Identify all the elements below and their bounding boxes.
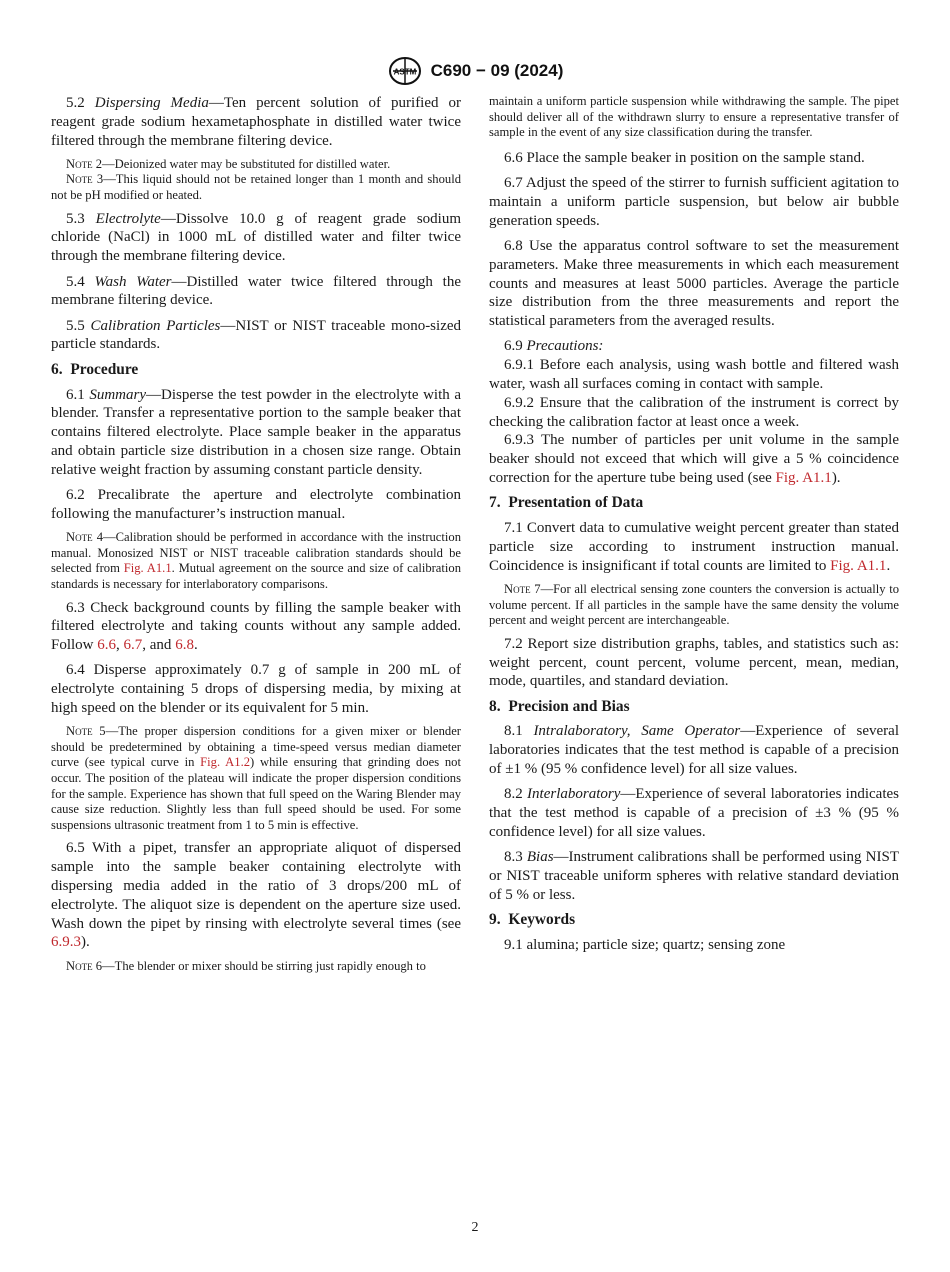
section-5-5: 5.5 Calibration Particles—NIST or NIST traceable mono-sized particle standards.	[51, 317, 462, 353]
fig-a1-1-link[interactable]: Fig. A1.1	[830, 557, 887, 574]
ref-6-8-link[interactable]: 6.8	[175, 637, 194, 654]
section-6-8: 6.8 Use the apparatus control software to set the measurement parameters. Make three measurements in which each measurement counts and measures at least 5000 particles. Average the particle size distribution from the three measurements and report the statistical parameters from the averaged results.	[489, 237, 899, 330]
section-6-9-3: 6.9.3 The number of particles per unit volume in the sample beaker should not exceed that which will give a 5 % coincidence correction for the aperture tube being used (see Fig. A1.1).	[489, 432, 899, 487]
section-6-2: 6.2 Precalibrate the aperture and electrolyte combination following the manufacturer’s instruction manual.	[51, 487, 461, 522]
section-9-1: 9.1 alumina; particle size; quartz; sensing zone	[504, 936, 786, 953]
section-6-4: 6.4 Disperse approximately 0.7 g of sample in 200 mL of electrolyte containing 5 drops of dispersing media, by mixing at high speed on the blender or its equivalent for 5 min.	[51, 662, 462, 716]
heading-6: 6. Procedure	[51, 360, 139, 378]
section-6-9-2: 6.9.2 Ensure that the calibration of the instrument is correct by checking the calibration factor at least once a week.	[489, 394, 900, 430]
heading-7: 7. Presentation of Data	[489, 494, 644, 512]
section-8-1: 8.1 Intralaboratory, Same Operator—Experience of several laboratories indicates that the test method is capable of a precision of ±1 % (95 % confidence level) for all size values.	[489, 723, 899, 778]
section-6-9: 6.9 Precautions:	[504, 338, 604, 355]
note-6: Note 6—The blender or mixer should be stirring just rapidly enough to	[66, 958, 426, 973]
fig-a1-1-link[interactable]: Fig. A1.1	[775, 470, 832, 487]
section-7-2: 7.2 Report size distribution graphs, tables, and statistics such as: weight percent, count percent, volume percent, mean, median, mode, quartiles, and standard deviation.	[489, 635, 899, 690]
note-3: Note 3—This liquid should not be retained longer than 1 month and should not be pH modified or heated.	[51, 172, 461, 203]
fig-a1-1-link[interactable]: Fig. A1.1	[123, 561, 172, 576]
section-6-1: 6.1 Summary—Disperse the test powder in the electrolyte with a blender. Transfer a representative portion to the sample beaker that contains filtered electrolyte. Place sample beaker in the apparatus and obtain particle size distribution in a chosen size range. Obtain relative weight fraction by assuming constant particle density.	[51, 386, 461, 478]
section-6-5: 6.5 With a pipet, transfer an appropriate aliquot of dispersed sample into the sample beaker containing electrolyte with dispersing media added in the ratio of 3 drops/200 mL of electrolyte. The aliquot size is dependent on the aperture size used. Wash down the pipet by rinsing with electrolyte several times (see 6.9.3).	[51, 840, 461, 951]
section-5-4: 5.4 Wash Water—Distilled water twice filtered through the membrane filtering device.	[51, 273, 461, 309]
note-2: Note 2—Deionized water may be substituted for distilled water.	[66, 156, 391, 171]
section-6-3: 6.3 Check background counts by filling the sample beaker with filtered electrolyte and taking counts without any sample added. Follow 6.6, 6.7, and 6.8.	[51, 599, 461, 654]
note-7: Note 7—For all electrical sensing zone counters the conversion is actually to volume percent. If all particles in the sample have the same density the volume percent and weight percent are interchangeable.	[489, 582, 899, 628]
right-column	[489, 94, 899, 961]
note-4: Note 4—Calibration should be performed in accordance with the instruction manual. Monosized NIST or NIST traceable calibration standards should be selected from Fig. A1.1. Mutual agreement on the source and size of calibration standards is necessary for interlaboratory comparisons.	[51, 530, 461, 591]
page-number: 2	[471, 1220, 479, 1235]
section-5-2: 5.2 Dispersing Media—Ten percent solution of purified or reagent grade sodium hexametaphosphate in distilled water twice filtered through the membrane filtering device.	[51, 95, 461, 149]
section-8-3: 8.3 Bias—Instrument calibrations shall be performed using NIST or NIST traceable uniform spheres with relative standard deviation of 5 % or less.	[489, 849, 900, 903]
ref-6-7-link[interactable]: 6.7	[123, 637, 143, 654]
astm-logo-icon	[387, 56, 423, 86]
document-id: C690 − 09 (2024)	[430, 61, 564, 80]
svg-text:ASTM: ASTM	[393, 67, 416, 77]
section-5-3: 5.3 Electrolyte—Dissolve 10.0 g of reagent grade sodium chloride (NaCl) in 1000 mL of distilled water and filter twice through the membrane filtering device.	[51, 210, 461, 265]
section-7-1: 7.1 Convert data to cumulative weight percent greater than stated particle size according to instrument instruction manual. Coincidence is insignificant if total counts are limited to Fig. A1.1.	[489, 520, 899, 574]
section-8-2: 8.2 Interlaboratory—Experience of several laboratories indicates that the test method is capable of a precision of ±3 % (95 % confidence level) for all size values.	[489, 786, 899, 840]
heading-8: 8. Precision and Bias	[489, 697, 630, 715]
heading-9: 9. Keywords	[489, 911, 576, 929]
section-6-7: 6.7 Adjust the speed of the stirrer to furnish sufficient agitation to maintain a uniform particle suspension, but below air bubble generation speeds.	[489, 175, 899, 229]
left-column	[51, 94, 461, 980]
ref-6-6-link[interactable]: 6.6	[97, 637, 117, 654]
note-5: Note 5—The proper dispersion conditions for a given mixer or blender should be predetermined by obtaining a time-speed versus median diameter curve (see typical curve in Fig. A1.2) while ensuring that grinding does not occur. The position of the plateau will indicate the proper dispersion conditions for the sample. Experience has shown that full speed on the Waring Blender may cause size reduction. Slightly less than full speed should be used. For some suspensions ultrasonic treatment from 1 to 5 min is effective.	[51, 724, 461, 832]
page-header	[0, 55, 950, 87]
note-6-continued: maintain a uniform particle suspension while withdrawing the sample. The pipet should deliver all of the withdrawn slurry to ensure a representative transfer of sample in the event of any size classification during the transfer.	[489, 94, 899, 140]
ref-6-9-3-link[interactable]: 6.9.3	[51, 934, 81, 951]
section-6-9-1: 6.9.1 Before each analysis, using wash bottle and filtered wash water, wash all surfaces coming in contact with sample.	[489, 357, 900, 393]
section-6-6: 6.6 Place the sample beaker in position on the sample stand.	[504, 149, 865, 166]
fig-a1-2-link[interactable]: Fig. A1.2	[200, 755, 251, 770]
